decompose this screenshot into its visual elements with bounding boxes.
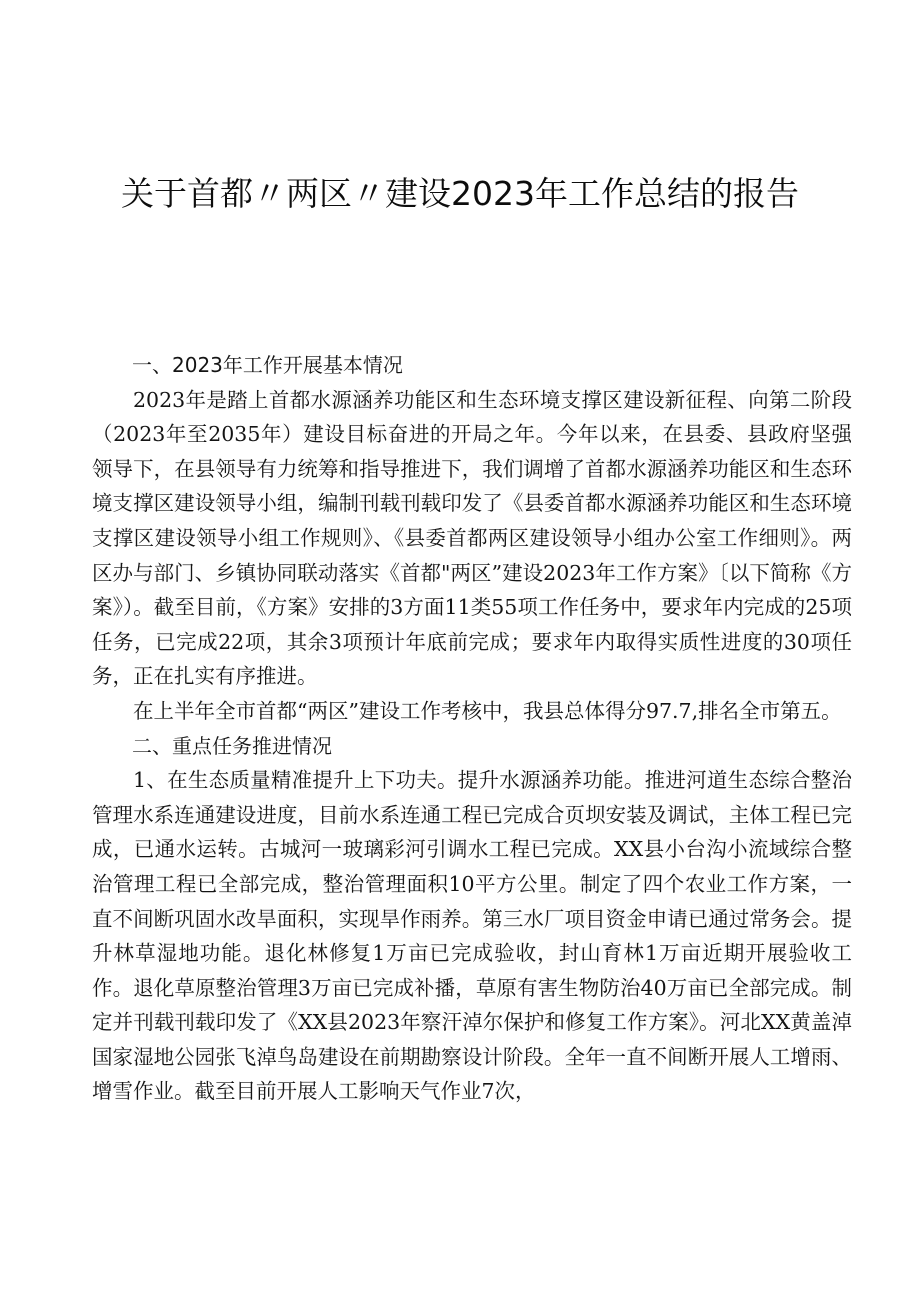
body-paragraph: 在上半年全市首都“两区”建设工作考核中，我县总体得分97.7,排名全市第五。 xyxy=(133,698,842,723)
section-heading: 一、2023年工作开展基本情况 xyxy=(132,353,403,377)
document-body xyxy=(92,348,852,1109)
section-heading: 二、重点任务推进情况 xyxy=(132,733,332,758)
body-paragraph: 2023年是踏上首都水源涵养功能区和生态环境支撑区建设新征程、向第二阶段（2023年至2035年）建设目标奋进的开局之年。今年以来，在县委、县政府坚强领导下，在县领导有力统筹和指导推进下，我们调增了首都水源涵养功能区和生态环境支撑区建设领导小组，编制刊载刊载印发了《县委首都水源涵养功能区和生态环境支撑区建设领导小组工作规则》、《县委首都两区建设领导小组办公室工作细则》。两区办与部门、乡镇协同联动落实《首都"两区”建设2023年工作方案》〔以下简称《方案》）。截至目前，《方案》安排的3方面11类55项工作任务中，要求年内完成的25项任务，已完成22项，其余3项预计年底前完成；要求年内取得实质性进度的30项任务，正在扎实有序推进。 xyxy=(92,387,852,689)
body-paragraph: 1、在生态质量精准提升上下功夫。提升水源涵养功能。推进河道生态综合整治管理水系连通建设进度，目前水系连通工程已完成合页坝安装及调试，主体工程已完成，已通水运转。古城河一玻璃彩河引调水工程已完成。XX县小台沟小流域综合整治管理工程已全部完成，整治管理面积10平方公里。制定了四个农业工作方案，一直不间断巩固水改旱面积，实现旱作雨养。第三水厂项目资金申请已通过常务会。提升林草湿地功能。退化林修复1万亩已完成验收，封山育林1万亩近期开展验收工作。退化草原整治管理3万亩已完成补播，草原有害生物防治40万亩已全部完成。制定并刊载刊载印发了《XX县2023年察汗淖尔保护和修复工作方案》。河北XX黄盖淖国家湿地公园张飞淖鸟岛建设在前期勘察设计阶段。全年一直不间断开展人工增雨、增雪作业。截至目前开展人工影响天气作业7次， xyxy=(92,768,852,1104)
document-title: 关于首都〃两区〃建设2023年工作总结的报告 xyxy=(121,174,799,213)
